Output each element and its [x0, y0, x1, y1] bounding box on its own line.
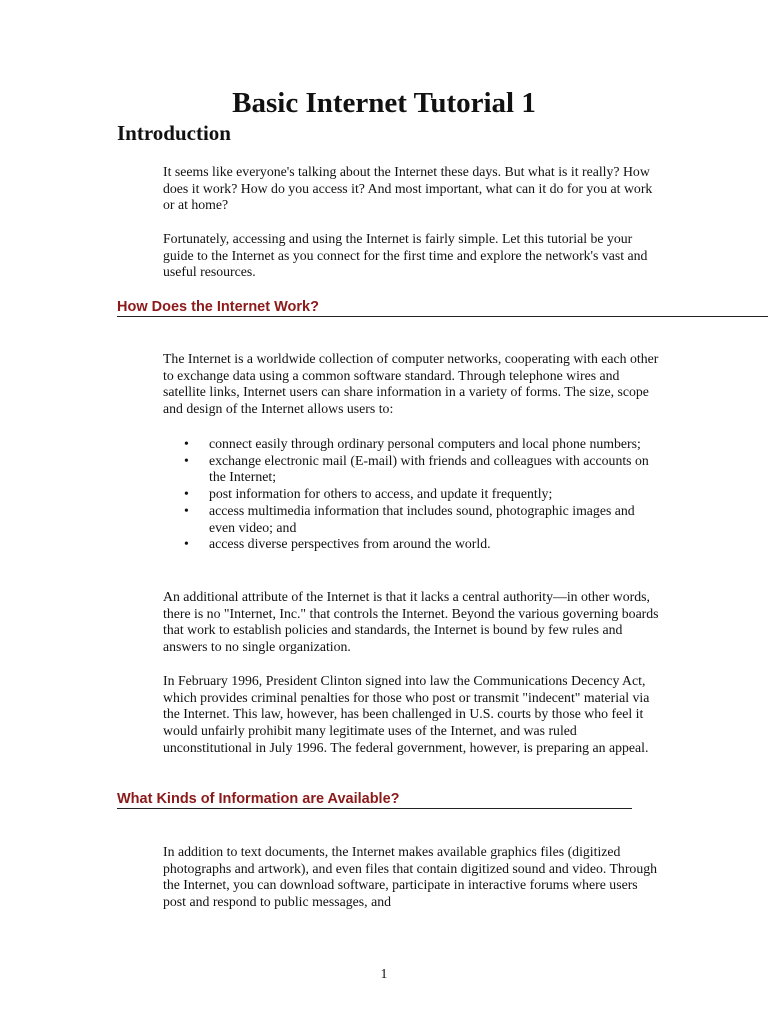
introduction-heading: Introduction — [117, 121, 231, 145]
section1-paragraph-3: In February 1996, President Clinton signed into law the Communications Decency Act, which provides criminal penalties for those who post or transmit "indecent" material via the Internet. This law, however, has been challenged in U.S. courts by those who feel it would unfairly prohibit many legitimate uses of the Internet, and was ruled unconstitutional in July 1996. The federal government, however, is preparing an appeal. — [163, 673, 650, 755]
bullet-icon: • — [184, 536, 189, 552]
list-item — [163, 453, 663, 486]
list-item — [163, 503, 663, 536]
list-item-text: access multimedia information that includes sound, photographic images and even video; and — [209, 502, 635, 535]
section-heading-information-available: What Kinds of Information are Available? — [117, 790, 632, 809]
list-item-text: connect easily through ordinary personal computers and local phone numbers; — [209, 436, 641, 451]
list-item — [163, 536, 663, 553]
intro-paragraph-1: It seems like everyone's talking about the Internet these days. But what is it really? How does it work? How do you access it? And most important, what can it do for you at work or at home? — [163, 164, 653, 213]
bullet-icon: • — [184, 436, 189, 451]
section2-paragraph-1: In addition to text documents, the Internet makes available graphics files (digitized photographs and artwork), and even files that contain digitized sound and video. Through the Internet, you can download software, participate in interactive forums where users post and respond to public messages, and — [163, 844, 658, 910]
list-item-text: exchange electronic mail (E-mail) with friends and colleagues with accounts on the Internet; — [209, 452, 649, 485]
page-number: 1 — [380, 966, 388, 981]
section1-paragraph-2: An additional attribute of the Internet is that it lacks a central authority—in other words, there is no "Internet, Inc." that controls the Internet. Beyond the various governing boards that work to establish policies and standards, the Internet is bound by few rules and answers to no single organization. — [163, 589, 659, 655]
section-heading-how-internet-works: How Does the Internet Work? — [117, 298, 768, 317]
section1-paragraph-1: The Internet is a worldwide collection of computer networks, cooperating with each other to exchange data using a common software standard. Through telephone wires and satellite links, Internet users can share information in a variety of forms. The size, scope and design of the Internet allows users to: — [163, 351, 659, 417]
bullet-icon: • — [184, 452, 189, 468]
list-item-text: access diverse perspectives from around the world. — [209, 536, 491, 552]
bullet-icon: • — [184, 486, 189, 502]
bullet-icon: • — [184, 502, 189, 518]
list-item — [163, 486, 663, 503]
intro-paragraph-2: Fortunately, accessing and using the Internet is fairly simple. Let this tutorial be your guide to the Internet as you connect for the first time and explore the network's vast and useful resources. — [163, 231, 648, 280]
capabilities-list — [163, 436, 663, 553]
list-item — [163, 436, 663, 453]
list-item-text: post information for others to access, and update it frequently; — [209, 486, 553, 502]
document-title: Basic Internet Tutorial 1 — [232, 87, 536, 119]
